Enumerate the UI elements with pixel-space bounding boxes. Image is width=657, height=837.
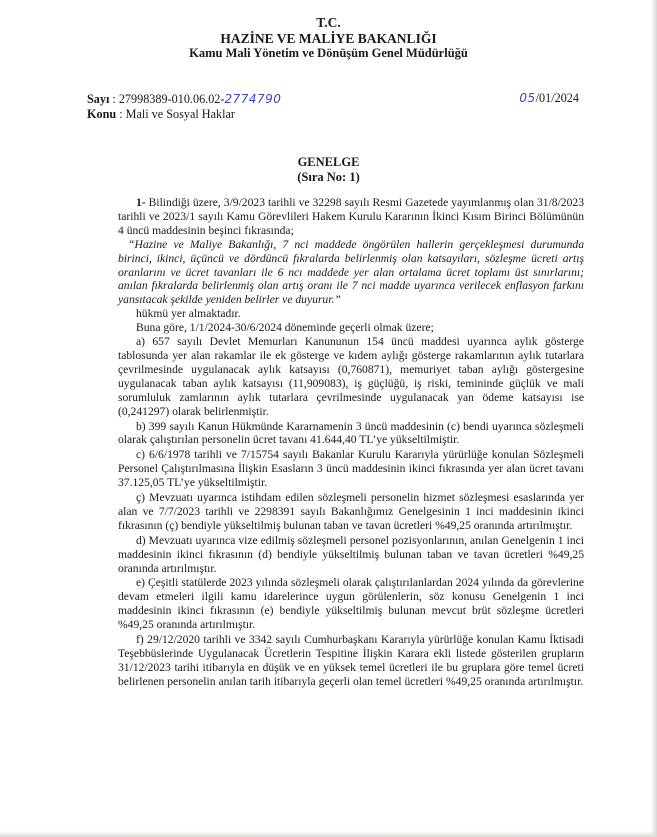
konu-value: : Mali ve Sosyal Haklar xyxy=(119,107,235,121)
header-directorate: Kamu Mali Yönetim ve Dönüşüm Genel Müdürlüğü xyxy=(189,46,468,60)
paragraph-buna-gore: Buna göre, 1/1/2024-30/6/2024 döneminde geçerli olmak üzere; xyxy=(136,321,434,335)
date-handwritten-day: 05 xyxy=(519,91,536,105)
document-title: GENELGE xyxy=(297,155,360,169)
date-printed: /01/2024 xyxy=(535,91,579,105)
paragraph-1 xyxy=(118,196,584,238)
quoted-provision: “Hazine ve Maliye Bakanlığı, 7 nci maddede öngörülen hallerin gerçekleşmesi durumunda birinci, ikinci, üçüncü ve dördüncü fıkralarda belirlenmiş olan katsayıları, sözleşme ücreti artış oranlarını ve ücret tavanları ile 6 ncı maddede yer alan ortalama ücret toplamı üst sınırlarını; anılan fıkralarda belirlenmiş olan artış oranı ile 7 nci madde uyarınca verilecek enflasyon farkını yansıtacak şekilde yeniden belirler ve duyurur.” xyxy=(118,237,584,307)
page-edge-shadow-right xyxy=(651,0,657,837)
header-ministry: HAZİNE VE MALİYE BAKANLIĞI xyxy=(220,31,437,46)
document-date xyxy=(519,91,579,106)
konu-label: Konu xyxy=(87,107,117,121)
sayi-value: : 27998389-010.06.02- xyxy=(112,92,225,106)
paragraph-1-text: Bilindiği üzere, 3/9/2023 tarihli ve 32298 sayılı Resmi Gazetede yayımlanmış olan 31/8/2023 tarihli ve 2023/1 sayılı Kamu Görevlileri Hakem Kurulu Kararının İkinci Kısım Birinci Bölümünün 4 üncü maddesinin beşinci fıkrasında; xyxy=(118,196,584,237)
document-subtitle: (Sıra No: 1) xyxy=(297,170,360,184)
item-e: e) Çeşitli statülerde 2023 yılında sözleşmeli olarak çalıştırılanlardan 2024 yılında da görevlerine devam etmeleri ilgili kamu idarelerince uygun görülenlerin, söz konusu Genelgenin 1 inci maddesinin ikinci fıkrasının (e) bendiyle yükseltilmiş bulunan mevcut brüt sözleşme ücretleri %49,25 oranında artırılmıştır. xyxy=(118,576,584,632)
page-edge-shadow-bottom xyxy=(0,831,657,837)
item-cc: ç) Mevzuatı uyarınca istihdam edilen sözleşmeli personelin hizmet sözleşmesi esaslarında yer alan ve 7/7/2023 tarihli ve 2298391 sayılı Bakanlığımız Genelgesinin 1 inci maddesinin ikinci fıkrasının (ç) bendiyle yükseltilmiş bulunan taban ve tavan ücretleri %49,25 oranında artırılmıştır. xyxy=(118,491,584,532)
paragraph-hukmu: hükmü yer almaktadır. xyxy=(136,307,241,321)
sayi-label: Sayı xyxy=(87,92,110,106)
item-a: a) 657 sayılı Devlet Memurları Kanununun 154 üncü maddesi uyarınca aylık gösterge tablosunda yer alan rakamlar ile ek gösterge ve kıdem aylığı gösterge rakamlarının aylık tutarlara çevrilmesinde uygulanacak aylık katsayısı (0,760871), memuriyet taban aylığı göstergesine uygulanacak taban aylık katsayısı (11,909083), iş güçlüğü, iş riski, temininde güçlük ve mali sorumluluk zamlarının aylık tutarlara çevrilmesinde uygulanacak yan ödeme katsayısı ise (0,241297) olarak belirlenmiştir. xyxy=(118,335,584,418)
header-country: T.C. xyxy=(316,15,341,30)
paragraph-1-number: 1- xyxy=(136,196,146,209)
item-f: f) 29/12/2020 tarihli ve 3342 sayılı Cumhurbaşkanı Kararıyla yürürlüğe konulan Kamu İktisadi Teşebbüslerinde Uygulanacak Ücretlerin Tespitine İlişkin Karara ekli listede gösterilen grupların 31/12/2023 tarihi itibarıyla en düşük ve en yüksek temel ücretleri ile bu gruplara göre temel ücreti belirlenen personelin anılan tarih itibarıyla geçerli olan temel ücretleri %49,25 oranında artırılmıştır. xyxy=(118,633,584,688)
sayi-handwritten-number: 2774790 xyxy=(224,92,282,106)
sayi-line xyxy=(87,92,281,107)
document-body xyxy=(118,196,584,689)
item-c: c) 6/6/1978 tarihli ve 7/15754 sayılı Bakanlar Kurulu Kararıyla yürürlüğe konulan Sözleşmeli Personel Çalıştırılmasına İlişkin Esasların 3 üncü maddesinin ikinci fıkrasında yer alan ücret tavanı 37.125,05 TL’ye yükseltilmiştir. xyxy=(118,448,584,490)
item-d: d) Mevzuatı uyarınca vize edilmiş sözleşmeli personel pozisyonlarının, anılan Genelgenin 1 inci maddesinin ikinci fıkrasının (d) bendiyle yükseltilmiş bulunan taban ve tavan ücretleri %49,25 oranında artırılmıştır. xyxy=(118,533,584,575)
item-b: b) 399 sayılı Kanun Hükmünde Kararnamenin 3 üncü maddesinin (c) bendi uyarınca sözleşmeli olarak çalıştırılan personelin ücret tavanı 41.644,40 TL’ye yükseltilmiştir. xyxy=(118,419,584,447)
konu-line xyxy=(87,107,235,122)
